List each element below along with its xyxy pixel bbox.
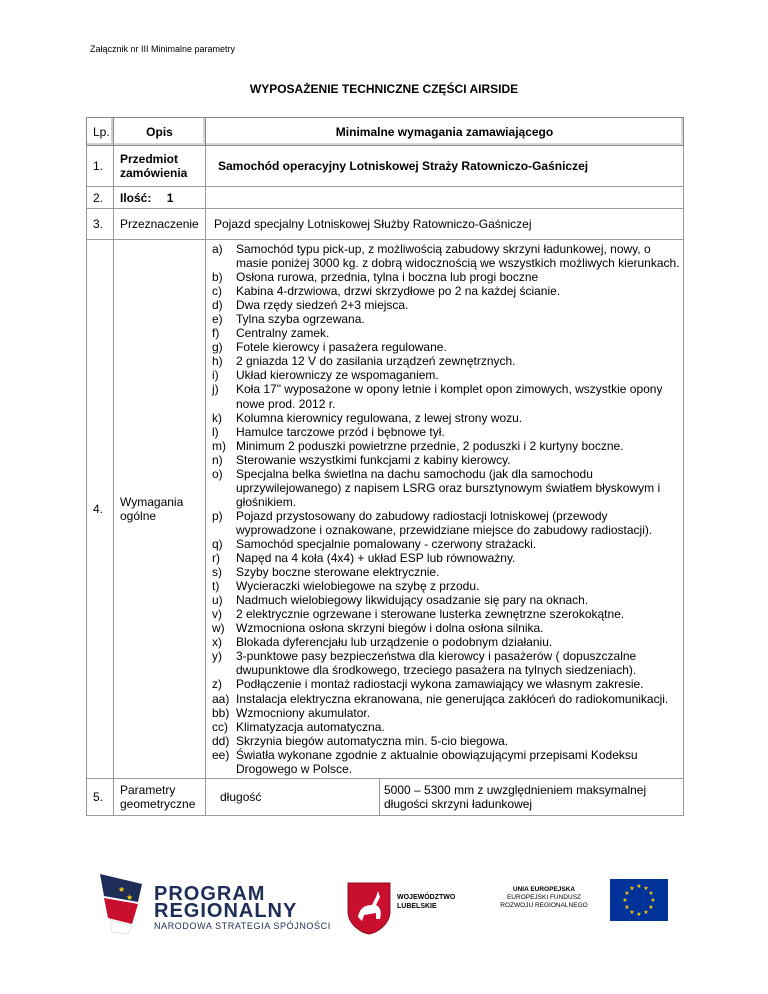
requirement-text: 2 gniazda 12 V do zasilania urządzeń zewnętrznych. xyxy=(236,354,516,369)
row4-lp: 4. xyxy=(87,240,114,779)
requirement-item xyxy=(212,579,683,593)
row2-lp: 2. xyxy=(87,187,114,209)
program-line3: NARODOWA STRATEGIA SPÓJNOŚCI xyxy=(154,921,331,931)
requirement-key: o) xyxy=(212,466,223,481)
requirement-item xyxy=(212,453,683,467)
svg-text:★: ★ xyxy=(643,885,649,892)
requirement-item xyxy=(212,411,683,425)
requirement-text: Kolumna kierownicy regulowana, z lewej strony wozu. xyxy=(236,410,523,425)
requirement-key: h) xyxy=(212,354,223,369)
requirement-item xyxy=(212,298,683,312)
requirement-text: Wzmocniony akumulator. xyxy=(236,705,371,720)
requirement-text: Podłączenie i montaż radiostacji wykona zamawiający we własnym zakresie. xyxy=(236,677,644,692)
requirement-key: p) xyxy=(212,508,223,523)
requirement-key: b) xyxy=(212,270,223,285)
table-row xyxy=(87,187,684,209)
requirement-item xyxy=(212,439,683,453)
requirement-text: Szyby boczne sterowane elektrycznie. xyxy=(236,565,440,580)
table-row xyxy=(87,778,684,815)
svg-text:★: ★ xyxy=(126,893,134,902)
lubelskie-crest-icon xyxy=(346,881,392,940)
program-regionalny-logo xyxy=(98,872,150,941)
row2-label-cell xyxy=(114,187,206,209)
row5-sub: długość xyxy=(206,778,380,815)
svg-text:★: ★ xyxy=(624,904,630,911)
requirement-text: 3-punktowe pasy bezpieczeństwa dla kierowcy i pasażerów ( dopuszczalne dwupunktowe dla środkowego, trzeciego pasażera na tylnych siedzeniach). xyxy=(236,649,637,678)
requirement-text: Wzmocniona osłona skrzyni biegów i dolna osłona silnika. xyxy=(236,621,544,636)
requirement-item xyxy=(212,734,683,748)
requirement-key: m) xyxy=(212,438,226,453)
requirement-key: n) xyxy=(212,452,223,467)
svg-text:★: ★ xyxy=(643,909,649,916)
requirement-key: u) xyxy=(212,593,223,608)
requirement-key: s) xyxy=(212,565,222,580)
program-line1: PROGRAM xyxy=(154,883,266,905)
requirement-item xyxy=(212,284,683,298)
requirement-text: Hamulce tarczowe przód i bębnowe tył. xyxy=(236,424,445,439)
requirement-text: 2 elektrycznie ogrzewane i sterowane lusterka zewnętrzne szerokokątne. xyxy=(236,607,625,622)
requirement-item xyxy=(212,635,683,649)
program-line2: REGIONALNY xyxy=(154,900,298,922)
requirement-key: aa) xyxy=(212,691,230,706)
region-line2: LUBELSKIE xyxy=(397,903,437,910)
table-header-row xyxy=(87,118,684,146)
requirement-text: Kabina 4-drzwiowa, drzwi skrzydłowe po 2 na każdej ścianie. xyxy=(236,284,561,299)
eu-line2: EUROPEJSKI FUNDUSZ xyxy=(506,894,582,901)
requirements-table xyxy=(86,117,684,816)
requirement-item xyxy=(212,551,683,565)
requirement-text: Samochód typu pick-up, z możliwością zabudowy skrzyni ładunkowej, nowy, o masie poniżej 3000 kg. z dobrą widocznością we wszystkich możliwych kierunkach. xyxy=(236,242,680,271)
requirement-key: y) xyxy=(212,649,222,664)
requirement-text: Skrzynia biegów automatyczna min. 5-cio biegowa. xyxy=(236,733,509,748)
requirement-text: Napęd na 4 koła (4x4) + układ ESP lub równoważny. xyxy=(236,551,516,566)
requirement-text: Dwa rzędy siedzeń 2+3 miejsca. xyxy=(236,298,409,313)
requirement-item xyxy=(212,720,683,734)
row1-value: Samochód operacyjny Lotniskowej Straży Ratowniczo-Gaśniczej xyxy=(206,146,684,187)
svg-text:★: ★ xyxy=(622,897,628,904)
requirement-item xyxy=(212,692,683,706)
row5-lp: 5. xyxy=(87,778,114,815)
requirements-list xyxy=(206,240,684,779)
svg-text:★: ★ xyxy=(629,909,635,916)
requirement-item xyxy=(212,467,683,509)
requirement-key: w) xyxy=(212,621,225,636)
svg-text:★: ★ xyxy=(624,890,630,897)
table-row xyxy=(87,240,684,779)
svg-text:★: ★ xyxy=(118,885,126,894)
requirement-item xyxy=(212,593,683,607)
eu-line3: ROZWOJU REGIONALNEGO xyxy=(500,902,588,909)
requirement-item xyxy=(212,425,683,439)
eu-flag-icon xyxy=(610,879,668,926)
row3-lp: 3. xyxy=(87,209,114,240)
requirement-key: bb) xyxy=(212,705,230,720)
requirement-key: j) xyxy=(212,382,219,397)
requirement-key: d) xyxy=(212,298,223,313)
requirement-key: i) xyxy=(212,368,219,383)
requirement-item xyxy=(212,706,683,720)
requirement-key: e) xyxy=(212,312,223,327)
requirement-item xyxy=(212,649,683,677)
page-title: WYPOSAŻENIE TECHNICZNE CZĘŚCI AIRSIDE xyxy=(249,82,519,96)
row2-label: Ilość: xyxy=(120,190,152,205)
requirement-item xyxy=(212,748,683,776)
requirement-key: k) xyxy=(212,410,222,425)
requirement-item xyxy=(212,677,683,691)
table-row xyxy=(87,209,684,240)
svg-text:★: ★ xyxy=(629,885,635,892)
requirement-item xyxy=(212,509,683,537)
row3-label: Przeznaczenie xyxy=(114,209,206,240)
requirement-key: c) xyxy=(212,284,222,299)
requirement-item xyxy=(212,382,683,410)
requirement-key: v) xyxy=(212,607,222,622)
requirement-item xyxy=(212,607,683,621)
header-opis: Opis xyxy=(114,118,206,146)
svg-text:★: ★ xyxy=(650,897,656,904)
requirement-text: Fotele kierowcy i pasażera regulowane. xyxy=(236,340,447,355)
requirement-item xyxy=(212,565,683,579)
requirement-key: l) xyxy=(212,424,219,439)
header-requirements: Minimalne wymagania zamawiającego xyxy=(206,118,684,146)
requirement-item xyxy=(212,537,683,551)
requirement-key: x) xyxy=(212,635,222,650)
svg-text:★: ★ xyxy=(636,883,642,890)
requirement-text: Centralny zamek. xyxy=(236,326,330,341)
row2-value: 1 xyxy=(166,190,174,205)
requirement-key: z) xyxy=(212,677,222,692)
row3-value: Pojazd specjalny Lotniskowej Służby Ratowniczo-Gaśniczej xyxy=(206,209,684,240)
requirement-key: dd) xyxy=(212,733,230,748)
row5-label: Parametry geometryczne xyxy=(114,778,206,815)
requirement-text: Pojazd przystosowany do zabudowy radiostacji lotniskowej (przewody wyprowadzone i oznakowane, przewidziane miejsce do zabudowy radiostacji). xyxy=(236,508,653,537)
requirement-key: r) xyxy=(212,551,220,566)
requirement-item xyxy=(212,326,683,340)
requirement-text: Minimum 2 poduszki powietrzne przednie, 2 poduszki i 2 kurtyny boczne. xyxy=(236,438,624,453)
document-header-note: Załącznik nr III Minimalne parametry xyxy=(90,44,236,54)
requirement-item xyxy=(212,312,683,326)
row5-value: 5000 – 5300 mm z uwzględnieniem maksymalnej długości skrzyni ładunkowej xyxy=(380,778,684,815)
requirement-text: Instalacja elektryczna ekranowana, nie generująca zakłóceń do radiokomunikacji. xyxy=(236,691,669,706)
requirement-text: Samochód specjalnie pomalowany - czerwony strażacki. xyxy=(236,536,537,551)
requirement-text: Układ kierowniczy ze wspomaganiem. xyxy=(236,368,439,383)
row1-label: Przedmiot zamówienia xyxy=(114,146,206,187)
requirement-key: t) xyxy=(212,579,220,594)
requirement-item xyxy=(212,340,683,354)
svg-text:★: ★ xyxy=(636,911,642,918)
requirement-item xyxy=(212,368,683,382)
requirement-text: Nadmuch wielobiegowy likwidujący osadzanie się pary na oknach. xyxy=(236,593,589,608)
row2-empty xyxy=(206,187,684,209)
eu-line1: UNIA EUROPEJSKA xyxy=(512,886,576,893)
requirement-key: cc) xyxy=(212,719,228,734)
requirement-key: ee) xyxy=(212,747,230,762)
requirement-item xyxy=(212,621,683,635)
requirement-text: Koła 17" wyposażone w opony letnie i komplet opon zimowych, wszystkie opony nowe prod. 2012 r. xyxy=(236,382,663,411)
header-lp: Lp. xyxy=(87,118,114,146)
requirement-text: Osłona rurowa, przednia, tylna i boczna lub progi boczne xyxy=(236,270,539,285)
requirement-key: a) xyxy=(212,242,223,256)
requirement-text: Sterowanie wszystkimi funkcjami z kabiny kierowcy. xyxy=(236,452,511,467)
row1-lp: 1. xyxy=(87,146,114,187)
requirement-text: Tylna szyba ogrzewana. xyxy=(236,312,365,327)
requirement-text: Światła wykonane zgodnie z aktualnie obowiązującymi przepisami Kodeksu Drogowego w Polsce. xyxy=(236,747,638,776)
requirement-key: g) xyxy=(212,340,223,355)
eu-label xyxy=(483,886,605,910)
svg-text:★: ★ xyxy=(648,904,654,911)
requirement-text: Klimatyzacja automatyczna. xyxy=(236,719,385,734)
row4-label: Wymagania ogólne xyxy=(114,240,206,779)
requirement-text: Wycieraczki wielobiegowe na szybę z przodu. xyxy=(236,579,480,594)
table-row xyxy=(87,146,684,187)
requirement-key: q) xyxy=(212,536,223,551)
region-label xyxy=(397,893,455,911)
region-line1: WOJEWÓDZTWO xyxy=(397,894,456,901)
svg-text:★: ★ xyxy=(648,890,654,897)
requirement-item xyxy=(212,270,683,284)
requirement-text: Blokada dyferencjału lub urządzenie o podobnym działaniu. xyxy=(236,635,553,650)
requirement-key: f) xyxy=(212,326,220,341)
requirement-item xyxy=(212,242,683,270)
requirement-text: Specjalna belka świetlna na dachu samochodu (jak dla samochodu uprzywilejowanego) z napisem LSRG oraz bursztynowym światłem błyskowym i głośnikiem. xyxy=(236,466,661,509)
requirement-item xyxy=(212,354,683,368)
